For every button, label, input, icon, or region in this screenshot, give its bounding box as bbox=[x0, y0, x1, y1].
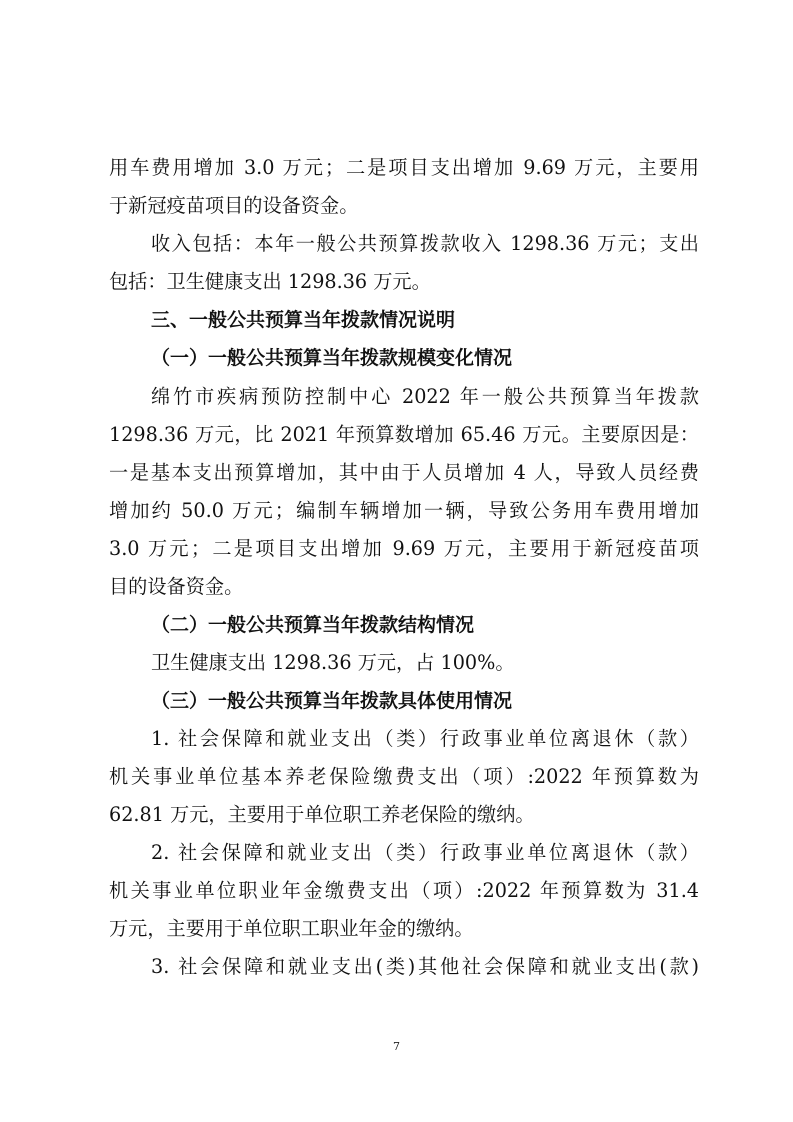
body-text-line: 于新冠疫苗项目的设备资金。 bbox=[109, 194, 359, 217]
subsection-heading: （三）一般公共预算当年拨款具体使用情况 bbox=[151, 690, 513, 712]
body-text-line: 目的设备资金。 bbox=[109, 575, 244, 598]
body-text-line: 用车费用增加 3.0 万元；二是项目支出增加 9.69 万元，主要用 bbox=[109, 156, 699, 179]
body-text-line: 3. 社会保障和就业支出(类)其他社会保障和就业支出(款) bbox=[151, 955, 699, 978]
body-text-line: 收入包括：本年一般公共预算拨款收入 1298.36 万元；支出 bbox=[151, 232, 699, 255]
body-text-line: 万元，主要用于单位职工职业年金的缴纳。 bbox=[109, 917, 474, 940]
section-heading: 三、一般公共预算当年拨款情况说明 bbox=[151, 309, 456, 331]
body-text-line: 62.81 万元，主要用于单位职工养老保险的缴纳。 bbox=[109, 803, 535, 826]
body-text-line: 包括：卫生健康支出 1298.36 万元。 bbox=[109, 270, 431, 293]
body-text-line: 卫生健康支出 1298.36 万元，占 100%。 bbox=[151, 651, 515, 674]
page-number: 7 bbox=[393, 1040, 400, 1053]
body-text-line: 机关事业单位职业年金缴费支出（项）:2022 年预算数为 31.4 bbox=[109, 879, 699, 902]
subsection-heading: （一）一般公共预算当年拨款规模变化情况 bbox=[151, 347, 513, 369]
body-text-line: 一是基本支出预算增加，其中由于人员增加 4 人，导致人员经费 bbox=[109, 461, 699, 484]
body-text-line: 机关事业单位基本养老保险缴费支出（项）:2022 年预算数为 bbox=[109, 765, 699, 788]
subsection-heading: （二）一般公共预算当年拨款结构情况 bbox=[151, 614, 475, 636]
body-text-line: 1298.36 万元，比 2021 年预算数增加 65.46 万元。主要原因是： bbox=[109, 423, 699, 446]
body-text-line: 增加约 50.0 万元；编制车辆增加一辆，导致公务用车费用增加 bbox=[109, 499, 699, 522]
body-text-line: 2. 社会保障和就业支出（类）行政事业单位离退休（款） bbox=[151, 841, 699, 864]
body-text-line: 1. 社会保障和就业支出（类）行政事业单位离退休（款） bbox=[151, 727, 699, 750]
body-text-line: 绵竹市疾病预防控制中心 2022 年一般公共预算当年拨款 bbox=[151, 385, 699, 408]
body-text-line: 3.0 万元；二是项目支出增加 9.69 万元，主要用于新冠疫苗项 bbox=[109, 537, 699, 560]
